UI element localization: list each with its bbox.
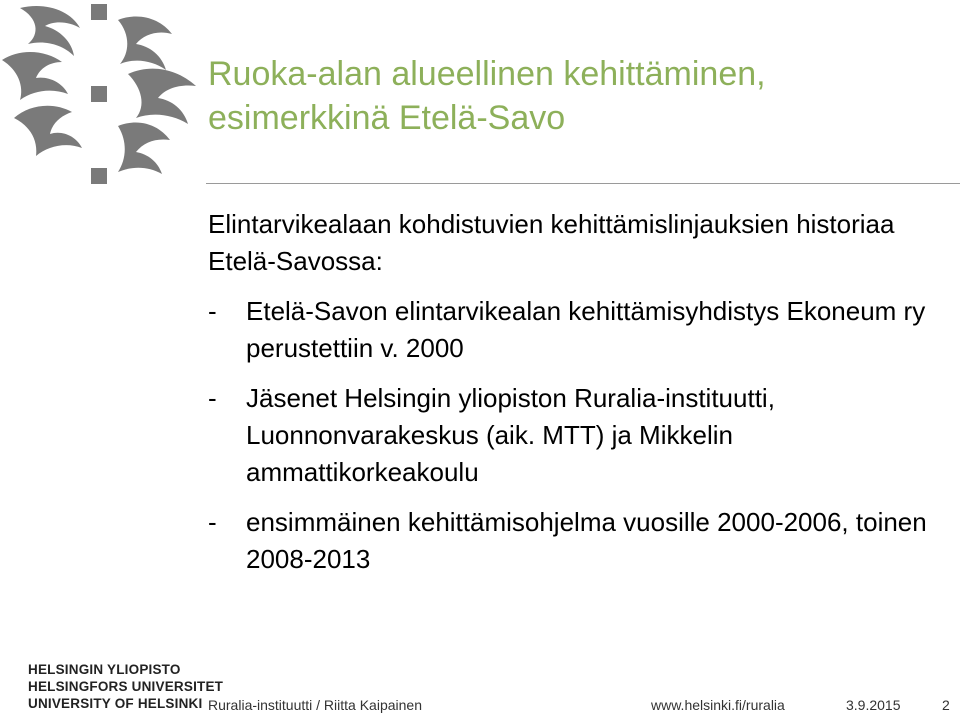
list-item	[208, 380, 960, 491]
title-divider	[206, 183, 960, 184]
footer-page-number: 2	[942, 697, 950, 713]
logo-flame-right-mid	[128, 69, 196, 124]
bullet-marker: -	[208, 296, 217, 326]
footer-author: Ruralia-instituutti / Riitta Kaipainen	[208, 697, 422, 713]
logo-flame-top	[20, 6, 80, 56]
bullet-marker: -	[208, 383, 217, 413]
list-item	[208, 293, 960, 367]
bullet-text: Etelä-Savon elintarvikealan kehittämisyhdistys Ekoneum ry perustettiin v. 2000	[246, 296, 926, 363]
university-flame-logo	[0, 0, 205, 195]
university-wordmark	[28, 661, 223, 712]
footer-url: www.helsinki.fi/ruralia	[651, 697, 785, 713]
bullet-list	[208, 293, 960, 578]
logo-cross-top	[91, 4, 107, 20]
logo-flame-right-top	[118, 16, 172, 70]
slide-body	[208, 206, 960, 591]
list-item	[208, 504, 960, 578]
bullet-text: Jäsenet Helsingin yliopiston Ruralia-instituutti, Luonnonvarakeskus (aik. MTT) ja Mikkelin ammattikorkeakoulu	[246, 383, 775, 487]
footer-date: 3.9.2015	[846, 697, 901, 713]
bullet-marker: -	[208, 507, 217, 537]
logo-flame-right-bottom	[118, 122, 170, 174]
wordmark-line-fi: HELSINGIN YLIOPISTO	[28, 662, 181, 677]
wordmark-line-en: UNIVERSITY OF HELSINKI	[28, 696, 203, 711]
logo-flame-left	[2, 52, 68, 100]
intro-text: Elintarvikealaan kohdistuvien kehittämislinjauksien historiaa Etelä-Savossa:	[208, 209, 895, 276]
bullet-text: ensimmäinen kehittämisohjelma vuosille 2000-2006, toinen 2008-2013	[246, 507, 927, 574]
logo-cross-center	[91, 86, 107, 102]
logo-flame-bottom	[14, 106, 82, 156]
slide-title: Ruoka-alan alueellinen kehittäminen, esimerkkinä Etelä-Savo	[208, 55, 766, 137]
logo-cross-bottom	[91, 168, 107, 184]
wordmark-line-sv: HELSINGFORS UNIVERSITET	[28, 679, 224, 694]
